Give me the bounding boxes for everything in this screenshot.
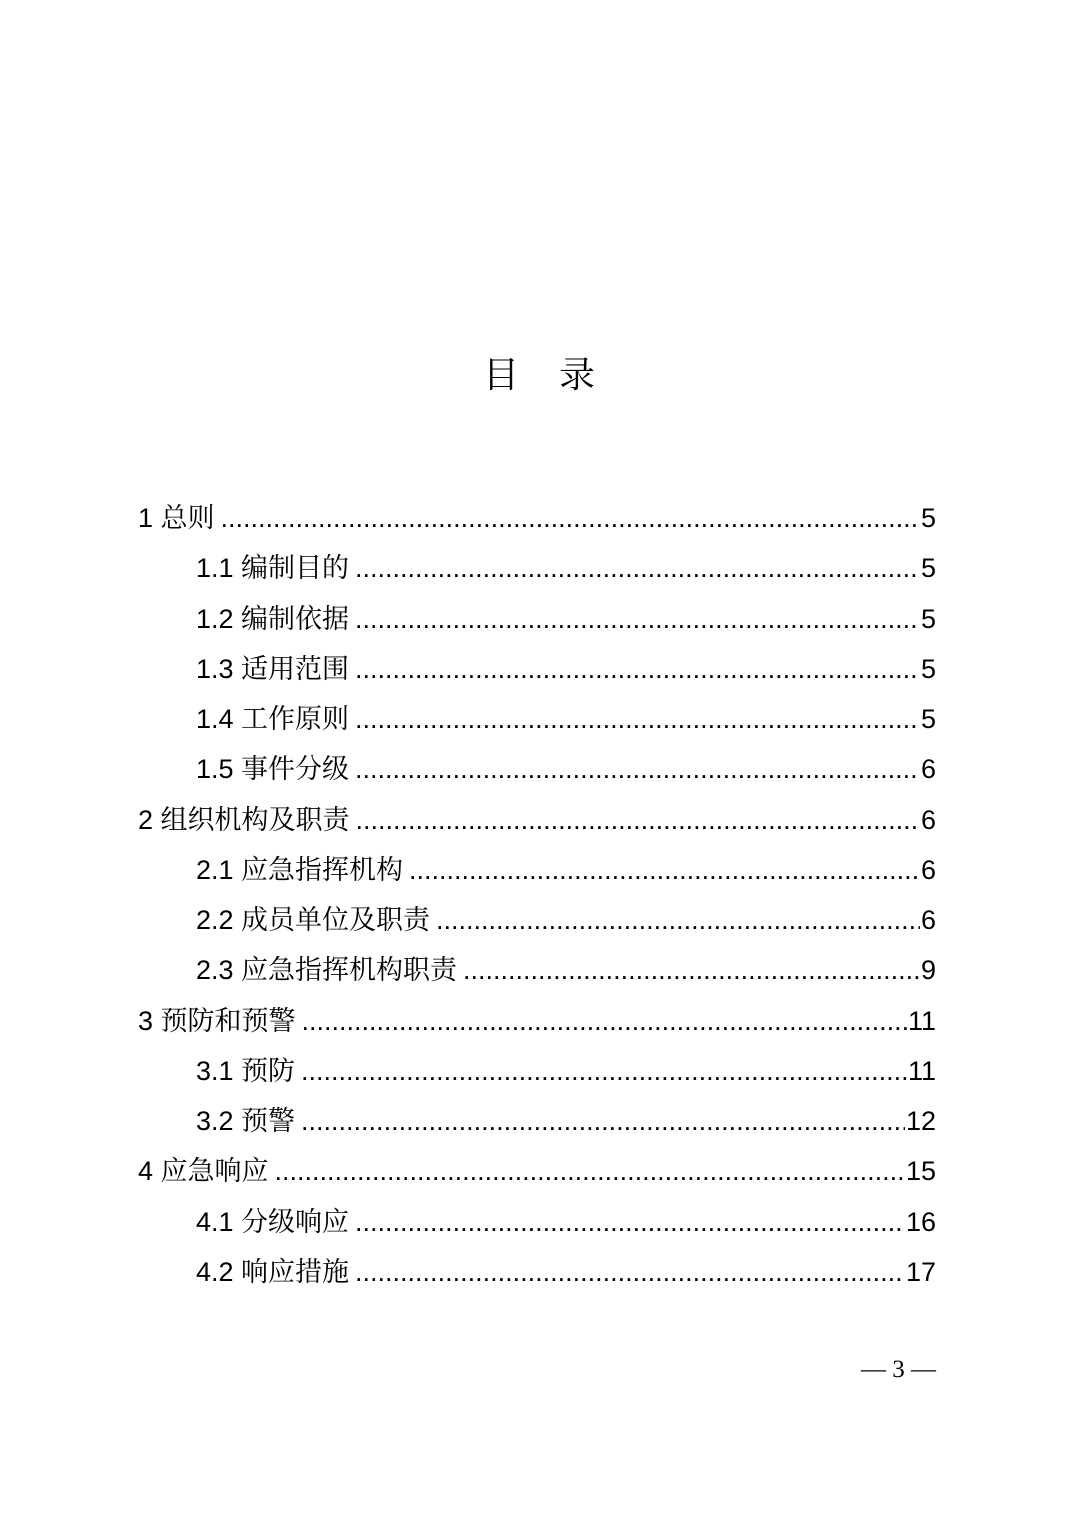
toc-subsection-entry [138,694,936,744]
toc-entry-label: 1.2 编制依据 [196,603,350,634]
toc-entry-label: 3.1 预防 [196,1055,296,1086]
toc-entry-label: 4.1 分级响应 [196,1206,350,1237]
toc-section-entry [138,493,936,543]
toc-entry-label: 2 组织机构及职责 [138,804,350,835]
toc-entry-label: 2.2 成员单位及职责 [196,905,431,936]
toc-subsection-entry [138,845,936,895]
toc-entry-label: 2.3 应急指挥机构职责 [196,955,458,986]
toc-entry-label: 1.3 适用范围 [196,653,350,684]
toc-entry-page-number: 6 [920,854,936,885]
dot-leader [355,543,920,593]
dot-leader [409,845,920,895]
dot-leader [355,594,920,644]
toc-entry-label: 3.2 预警 [196,1106,296,1137]
toc-subsection-entry [138,1247,936,1297]
toc-entry-page-number: 17 [905,1256,936,1287]
toc-subsection-entry [138,543,936,593]
dot-leader [355,694,920,744]
toc-entry-label: 2.1 应急指挥机构 [196,854,404,885]
toc-entry-page-number: 15 [905,1156,936,1187]
dot-leader [355,1247,905,1297]
toc-entry-page-number: 5 [920,553,936,584]
toc-subsection-entry [138,895,936,945]
dot-leader [436,895,920,945]
toc-entry-page-number: 6 [920,804,936,835]
toc-section-entry [138,1146,936,1196]
toc-subsection-entry [138,744,936,794]
toc-subsection-entry [138,1046,936,1096]
toc-section-entry [138,795,936,845]
toc-entry-page-number: 6 [920,905,936,936]
dot-leader [301,1096,905,1146]
page-number: — 3 — [861,1356,936,1383]
dot-leader [463,945,920,995]
toc-entry-page-number: 6 [920,754,936,785]
dot-leader [355,644,920,694]
toc-section-entry [138,996,936,1046]
toc-entry-page-number: 11 [907,1005,936,1036]
toc-entry-label: 1 总则 [138,503,215,533]
toc-subsection-entry [138,594,936,644]
toc-entry-page-number: 12 [905,1106,936,1137]
dot-leader [355,1197,905,1247]
toc-entry-page-number: 5 [920,704,936,735]
toc-subsection-entry [138,1096,936,1146]
toc-subsection-entry [138,644,936,694]
toc-entry-label: 4 应急响应 [138,1156,269,1187]
table-of-contents [138,493,936,1297]
page-title: 目 录 [483,354,611,395]
toc-entry-label: 1.5 事件分级 [196,754,350,785]
toc-entry-label: 1.1 编制目的 [196,553,350,584]
toc-subsection-entry [138,945,936,995]
toc-entry-page-number: 5 [920,603,936,634]
toc-entry-page-number: 5 [920,503,936,533]
toc-entry-label: 4.2 响应措施 [196,1256,350,1287]
toc-entry-label: 3 预防和预警 [138,1005,296,1036]
dot-leader [302,996,907,1046]
dot-leader [355,744,920,794]
toc-entry-label: 1.4 工作原则 [196,704,350,735]
dot-leader [356,795,920,845]
dot-leader [301,1046,907,1096]
dot-leader [275,1146,905,1196]
toc-entry-page-number: 9 [920,955,936,986]
toc-entry-page-number: 16 [905,1206,936,1237]
dot-leader [221,493,920,543]
toc-entry-page-number: 11 [907,1055,936,1086]
toc-entry-page-number: 5 [920,653,936,684]
toc-subsection-entry [138,1197,936,1247]
